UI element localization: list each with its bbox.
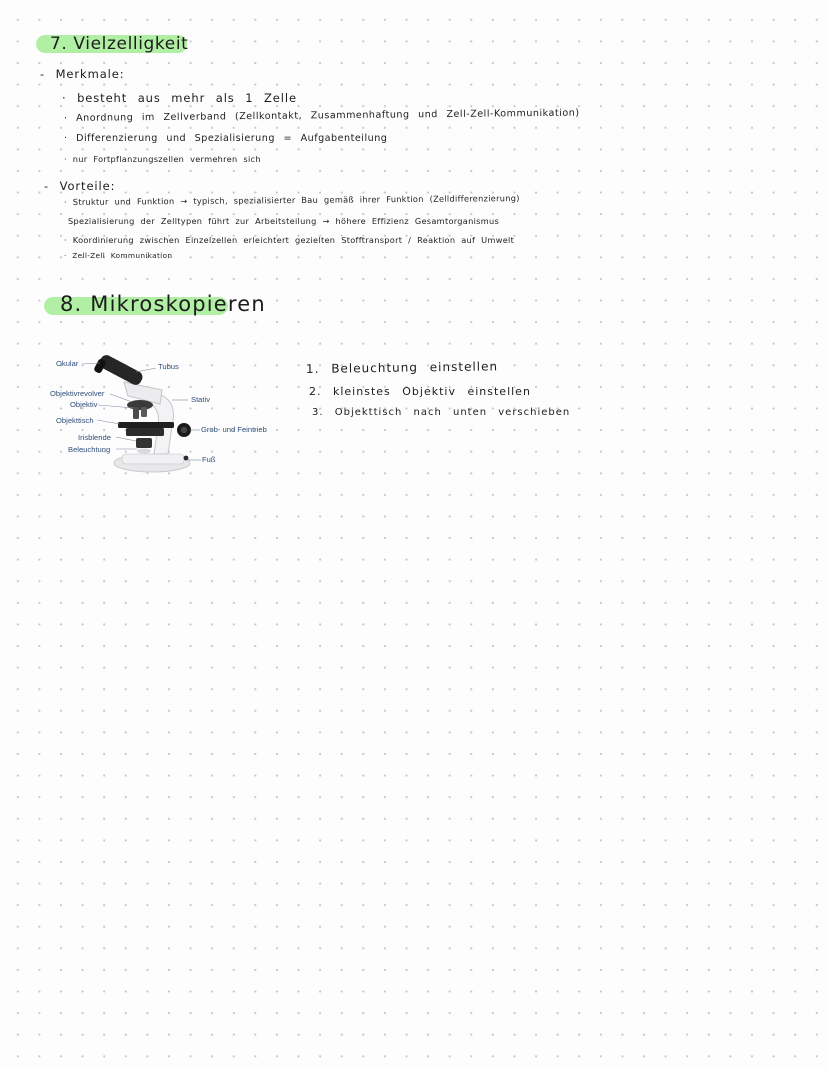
figure-label-irisblende: Irisblende: [78, 433, 111, 442]
merkmale-label: - Merkmale:: [40, 67, 125, 81]
figure-label-fuss: Fuß: [202, 455, 216, 464]
merkmal-item: · besteht aus mehr als 1 Zelle: [62, 91, 297, 105]
figure-label-objektiv: Objektiv: [70, 400, 98, 409]
vorteil-item: · Zell-Zell Kommunikation: [64, 251, 173, 260]
merkmal-item: · nur Fortpflanzungszellen vermehren sich: [64, 154, 261, 164]
vorteil-item: Spezialisierung der Zelltypen führt zur Arbeitsteilung → höhere Effizienz Gesamtorganismus: [68, 216, 500, 226]
figure-label-objekttisch: Objekttisch: [56, 416, 94, 425]
merkmal-item: · Differenzierung und Spezialisierung = Aufgabenteilung: [64, 133, 388, 144]
section-8-title: 8. Mikroskopieren: [60, 292, 266, 316]
step-item: 2. kleinstes Objektiv einstellen: [309, 385, 531, 398]
figure-label-stativ: Stativ: [191, 395, 210, 404]
figure-label-beleuchtung: Beleuchtung: [68, 445, 111, 454]
figure-label-tubus: Tubus: [158, 362, 179, 371]
figure-label-objektivrevolver: Objektivrevolver: [50, 389, 105, 398]
figure-label-grob-feintrieb: Grob- und Feintrieb: [201, 425, 267, 434]
merkmal-item: · Anordnung im Zellverband (Zellkontakt, Zusammenhaftung und Zell-Zell-Kommunikation): [63, 107, 580, 124]
section-7-title: 7. Vielzelligkeit: [50, 34, 189, 54]
figure-label-okular: Okular: [56, 359, 79, 368]
vorteil-item: · Struktur und Funktion → typisch, spezialisierter Bau gemäß ihrer Funktion (Zelldifferenzierung): [63, 193, 520, 207]
step-item: 1. Beleuchtung einstellen: [305, 359, 499, 376]
step-item: 3. Objekttisch nach unten verschieben: [312, 407, 571, 418]
vorteil-item: · Koordinierung zwischen Einzelzellen erleichtert gezielten Stofftransport / Reaktion auf Umwelt: [64, 235, 515, 245]
vorteile-label: - Vorteile:: [44, 179, 116, 193]
microscope-figure: [40, 350, 280, 480]
